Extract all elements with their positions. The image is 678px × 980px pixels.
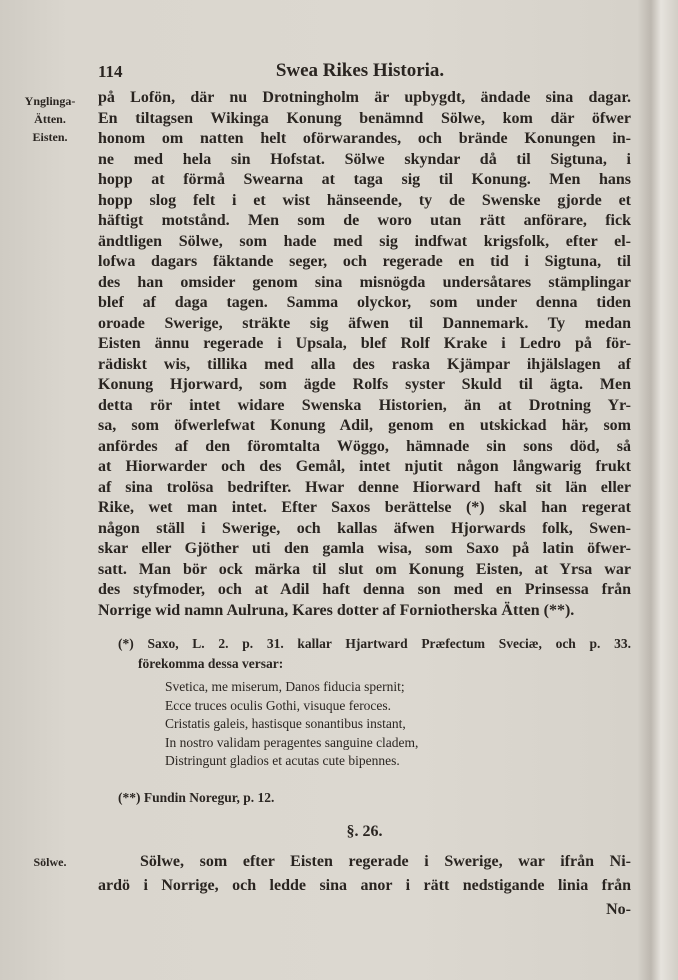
text-line: Rike, wet man intet. Efter Saxos berättelse (*) skal han regerat xyxy=(98,499,631,516)
text-line: anfördes af den föromtalta Wöggo, hämnade sin sons död, så xyxy=(98,437,631,455)
catchword: No- xyxy=(606,901,631,918)
page-number: 114 xyxy=(98,62,123,81)
section-text xyxy=(98,850,631,922)
text-line: rädiskt wis, tillika med alla des raska Kjämpar ihjälslagen af xyxy=(98,355,631,373)
verse-line: Svetica, me miserum, Danos fiducia spernit; xyxy=(165,679,405,694)
text-line: Konung Hjorward, som ägde Rolfs syster Skuld til ägta. Men xyxy=(98,376,631,393)
latin-verse xyxy=(165,678,418,771)
main-text xyxy=(98,88,631,621)
margin-note-ynglinga xyxy=(14,92,86,146)
text-line: blef af daga tagen. Samma olyckor, som under denna tiden xyxy=(98,294,631,311)
margin-note-solwe: Sölwe. xyxy=(33,855,67,869)
footnote-line: (*) Saxo, L. 2. p. 31. kallar Hjartward Præfectum Sveciæ, och p. 33. xyxy=(118,636,631,651)
margin-note-line: Eisten. xyxy=(32,130,68,144)
text-line: hopp at förmå Swearna at taga sig til Konung. Men hans xyxy=(98,171,631,188)
footnote-2: (**) Fundin Noregur, p. 12. xyxy=(118,790,275,805)
verse-line: Distringunt gladios et acutas cute bipennes. xyxy=(165,753,400,768)
footnote-line: förekomma dessa versar: xyxy=(138,656,284,671)
text-line: lofwa dagars fäktande seger, och regerade en tid i Sigtuna, til xyxy=(98,253,631,270)
text-line: ändtligen Sölwe, som hade med sig indfwat krigsfolk, efter el- xyxy=(98,232,631,250)
text-line: honom om natten helt oförwarandes, och brände Konungen in- xyxy=(98,130,631,147)
margin-note-line: Ynglinga- xyxy=(24,94,76,108)
text-line: Norrige wid namn Aulruna, Kares dotter af Forniotherska Ätten (**). xyxy=(98,601,575,619)
footnote-1 xyxy=(118,634,631,674)
text-line: af sina trolösa bedrifter. Hwar denne Hiorward haft sit län eller xyxy=(98,478,631,496)
text-line: ne med hela sin Hofstat. Sölwe skyndar då til Sigtuna, i xyxy=(98,150,631,168)
text-line: des styfmoder, och at Adil haft denna son med en Prinsessa från xyxy=(98,581,631,598)
running-title: Swea Rikes Historia. xyxy=(275,60,445,81)
verse-line: In nostro validam peragentes sanguine cladem, xyxy=(165,734,419,750)
section-heading: §. 26. xyxy=(346,823,383,840)
text-line: skar eller Gjöther uti den gamla wisa, som Saxo på latin öfwer- xyxy=(98,540,631,557)
text-line: någon ställ i Swerige, och kallas äfwen Hjorwards folk, Swen- xyxy=(98,519,631,537)
margin-note-line: Ätten. xyxy=(34,112,66,126)
text-line: des han omsider genom sina misnögda undersåtares stämplingar xyxy=(98,273,631,291)
text-line: hopp slog felt i et wist hänseende, ty de Swenske gjorde et xyxy=(98,191,631,209)
text-line: satt. Man bör ock märka til slut om Konung Eisten, at Yrsa war xyxy=(98,560,631,578)
text-line: häftigt motstånd. Men som de woro utan rätt anförare, fick xyxy=(98,212,631,229)
verse-line: Cristatis galeis, hastisque sonantibus instant, xyxy=(165,716,406,731)
text-line: at Hiorwarder och des Gemål, intet njutit någon långwarig frukt xyxy=(98,458,631,475)
text-line: Sölwe, som efter Eisten regerade i Swerige, war ifrån Ni- xyxy=(140,853,631,870)
verse-line: Ecce truces oculis Gothi, visuque feroces. xyxy=(165,697,392,713)
text-line: sa, som öfwerlefwat Konung Adil, genom en utskickad här, som xyxy=(98,417,631,434)
text-line: oroade Swerige, sträkte sig äfwen til Dannemark. Ty medan xyxy=(98,314,631,332)
text-line: på Lofön, där nu Drotningholm är upbygdt, ändade sina dagar. xyxy=(98,89,631,106)
text-line: detta rör intet widare Swenska Historien, än at Drotning Yr- xyxy=(98,396,631,414)
text-line: En tiltagsen Wikinga Konung benämnd Sölwe, kom där öfwer xyxy=(98,109,631,127)
text-line: Eisten ännu regerade i Upsala, blef Rolf Krake i Ledro på för- xyxy=(98,335,631,352)
text-line: ardö i Norrige, och ledde sina anor i rätt nedstigande linia från xyxy=(98,877,631,894)
